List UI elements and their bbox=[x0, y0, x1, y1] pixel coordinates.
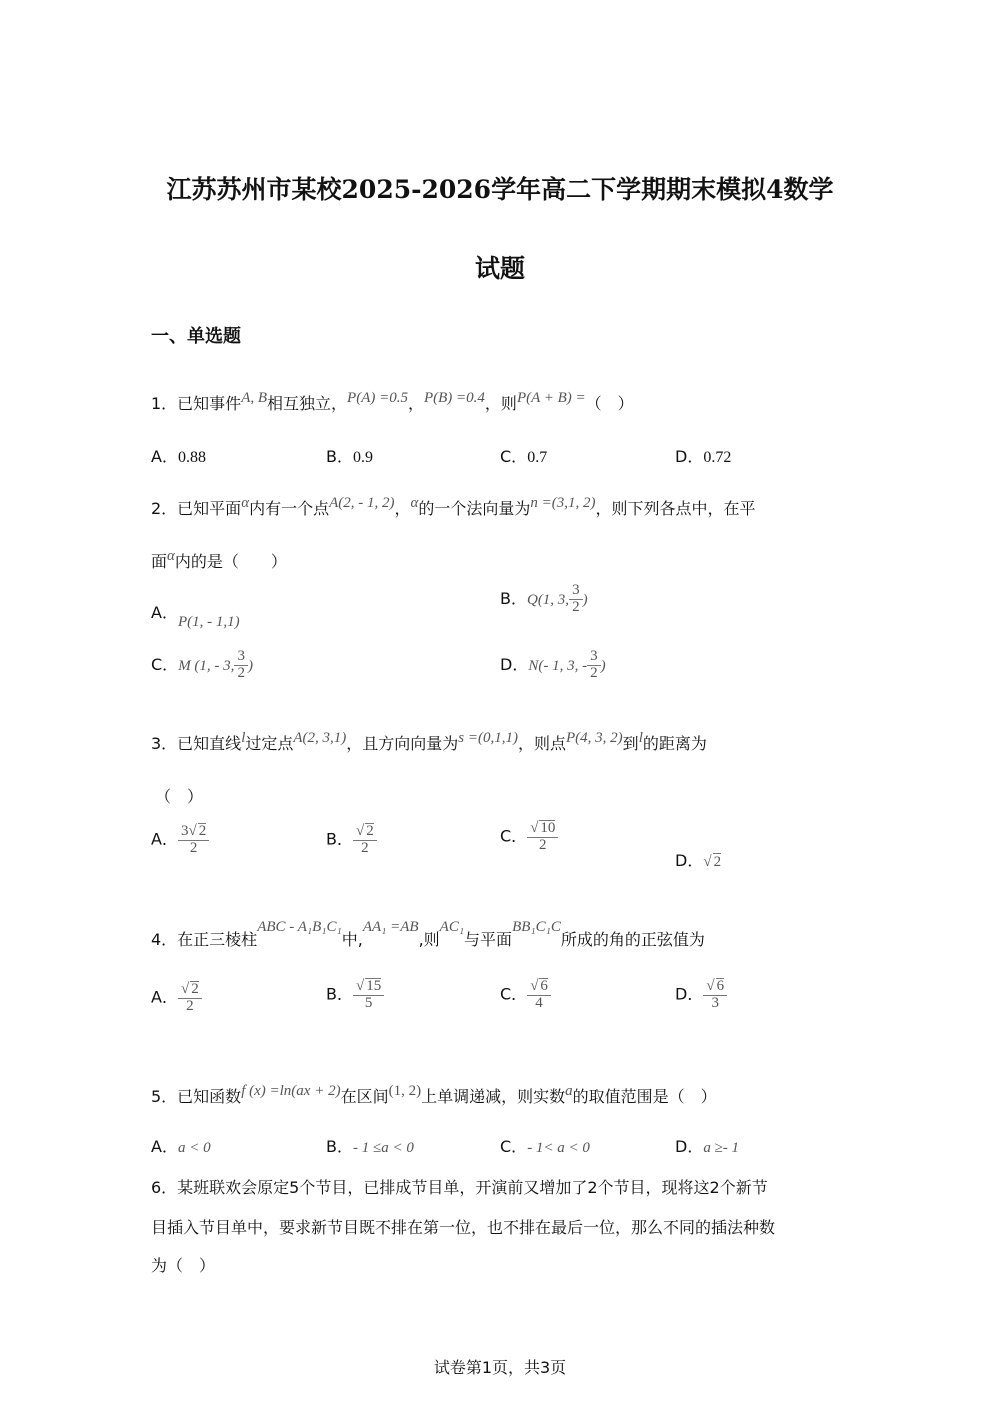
page-title-line2: 试题 bbox=[474, 254, 525, 283]
fraction bbox=[234, 649, 248, 682]
denominator: 3 bbox=[711, 994, 719, 1011]
q3-text: 过定点 bbox=[245, 734, 294, 753]
option-label: A． bbox=[151, 603, 178, 622]
q5-option-b[interactable] bbox=[326, 1134, 414, 1157]
option-label: D． bbox=[675, 851, 704, 870]
q3-math-point-a: A(2, 3,1) bbox=[293, 730, 347, 746]
option-label: D． bbox=[500, 654, 529, 674]
option-label: B． bbox=[326, 984, 353, 1004]
option-label: B． bbox=[326, 1137, 353, 1156]
q4-math-line: AC₁ bbox=[439, 919, 465, 935]
q2-math-alpha: α bbox=[241, 495, 250, 511]
option-expr: ) bbox=[247, 657, 253, 674]
option-expr: M (1, - 3, bbox=[178, 657, 235, 674]
question-3-paren: （ ） bbox=[155, 787, 204, 806]
q1-text: （ ） bbox=[585, 394, 634, 413]
q2-math-alpha: α bbox=[167, 548, 175, 564]
denominator: 2 bbox=[590, 664, 598, 681]
radicand: 6 bbox=[540, 978, 548, 994]
option-value: - 1 ≤a < 0 bbox=[352, 1140, 414, 1156]
q3-text: 3．已知直线 bbox=[151, 734, 242, 753]
q3-text: ，则点 bbox=[518, 734, 567, 753]
fraction bbox=[178, 823, 209, 857]
question-2-stem bbox=[151, 496, 756, 519]
option-label: D． bbox=[675, 447, 704, 466]
denominator: 2 bbox=[189, 839, 198, 856]
q5-math-function: f (x) =ln(ax + 2) bbox=[241, 1083, 341, 1099]
option-value: 0.88 bbox=[177, 449, 206, 466]
fraction bbox=[527, 978, 551, 1012]
option-label: A． bbox=[151, 1137, 178, 1156]
q5-text: 的取值范围是（ ） bbox=[572, 1087, 717, 1106]
fraction bbox=[353, 978, 384, 1012]
denominator: 2 bbox=[237, 664, 245, 681]
q2-math-point: A(2, - 1, 2) bbox=[329, 495, 395, 511]
q1-option-c[interactable] bbox=[500, 444, 547, 467]
option-expr: ) bbox=[600, 657, 606, 674]
option-label: C． bbox=[500, 447, 528, 466]
numerator: 3√ 2 bbox=[178, 823, 209, 841]
q3-option-c[interactable] bbox=[500, 820, 558, 854]
question-6-line2: 目插入节目单中，要求新节目既不排在第一位，也不排在最后一位，那么不同的插法种数 bbox=[151, 1218, 776, 1237]
q1-math-events: A, B bbox=[241, 390, 268, 406]
q1-text: ，则 bbox=[484, 394, 517, 413]
q1-option-d[interactable] bbox=[675, 444, 731, 467]
fraction bbox=[178, 981, 202, 1015]
option-value: - 1< a < 0 bbox=[527, 1140, 590, 1156]
q3-math-point-p: P(4, 3, 2) bbox=[566, 730, 623, 746]
radicand: 6 bbox=[716, 978, 725, 994]
q5-option-d[interactable] bbox=[675, 1134, 739, 1157]
option-value: a < 0 bbox=[177, 1140, 211, 1156]
q1-math-pab: P(A + B) = bbox=[516, 390, 586, 406]
numerator: √ 6 bbox=[703, 978, 727, 996]
question-5-stem bbox=[151, 1084, 717, 1107]
q2-text: 内有一个点 bbox=[249, 499, 330, 518]
denominator: 4 bbox=[535, 994, 543, 1011]
section-heading: 一、单选题 bbox=[151, 326, 241, 347]
q1-text: 1．已知事件 bbox=[151, 394, 242, 413]
option-label: C． bbox=[500, 1137, 528, 1156]
fraction bbox=[527, 820, 558, 854]
q2-math-normal: n =(3,1, 2) bbox=[530, 495, 596, 511]
option-value: 0.72 bbox=[703, 449, 732, 466]
q1-option-a[interactable] bbox=[151, 444, 206, 467]
fraction bbox=[569, 583, 583, 616]
page-footer: 试卷第1页，共3页 bbox=[433, 1358, 567, 1377]
option-label: B． bbox=[500, 588, 527, 608]
option-label: D． bbox=[675, 984, 704, 1004]
question-3-stem bbox=[151, 731, 707, 754]
numerator: √ 10 bbox=[527, 820, 558, 838]
q3-option-b[interactable] bbox=[326, 823, 377, 857]
option-label: A． bbox=[151, 829, 178, 849]
numerator: 3 bbox=[569, 583, 583, 600]
denominator: 5 bbox=[364, 994, 373, 1011]
numerator: 3 bbox=[234, 649, 248, 666]
q5-text: 上单调递减，则实数 bbox=[421, 1087, 566, 1106]
q4-text: 与平面 bbox=[464, 930, 513, 949]
denominator: 2 bbox=[572, 598, 580, 615]
option-value: 0.7 bbox=[527, 449, 548, 466]
q5-math-interval: (1, 2) bbox=[388, 1083, 422, 1099]
q1-math-pb: P(B) =0.4 bbox=[423, 390, 485, 406]
numerator: √ 15 bbox=[353, 978, 384, 996]
option-expr: Q(1, 3, bbox=[526, 591, 570, 608]
q2-option-c[interactable] bbox=[151, 649, 253, 682]
option-label: A． bbox=[151, 987, 178, 1007]
q4-math-equal: AA₁ =AB bbox=[362, 919, 419, 935]
q2-text: 内的是（ ） bbox=[174, 552, 287, 571]
q2-text: 的一个法向量为 bbox=[418, 499, 531, 518]
question-6-line1: 6．某班联欢会原定5个节目，已排成节目单，开演前又增加了2个节目，现将这2个新节 bbox=[151, 1178, 768, 1197]
q3-text: 的距离为 bbox=[642, 734, 707, 753]
q5-option-c[interactable] bbox=[500, 1134, 590, 1157]
radicand: 2 bbox=[198, 823, 207, 839]
numerator: √ 2 bbox=[353, 823, 377, 841]
q2-option-d[interactable] bbox=[500, 649, 606, 682]
option-expr: P(1, - 1,1) bbox=[177, 614, 240, 630]
denominator: 2 bbox=[361, 839, 369, 856]
option-value: a ≥- 1 bbox=[703, 1140, 740, 1156]
fraction bbox=[587, 649, 601, 682]
question-1-stem bbox=[151, 391, 634, 414]
q1-option-b[interactable] bbox=[326, 444, 373, 467]
q4-option-a[interactable] bbox=[151, 981, 202, 1015]
radicand: 2 bbox=[713, 854, 722, 870]
q4-option-d[interactable] bbox=[675, 978, 727, 1012]
q2-text: 面 bbox=[151, 552, 168, 571]
q4-option-c[interactable] bbox=[500, 978, 551, 1012]
q4-option-b[interactable] bbox=[326, 978, 384, 1012]
q5-option-a[interactable] bbox=[151, 1134, 211, 1157]
fraction bbox=[353, 823, 377, 857]
denominator: 2 bbox=[539, 836, 547, 853]
sqrt: √ 2 bbox=[703, 854, 722, 870]
q1-text: 相互独立， bbox=[267, 394, 348, 413]
fraction bbox=[703, 978, 727, 1012]
q1-math-pa: P(A) =0.5 bbox=[347, 390, 408, 406]
q1-text: ， bbox=[407, 394, 424, 413]
q2-text: 2．已知平面 bbox=[151, 499, 242, 518]
numerator: √ 2 bbox=[178, 981, 202, 999]
q5-text: 在区间 bbox=[340, 1087, 389, 1106]
q3-math-line: l bbox=[241, 730, 246, 746]
option-value: 0.9 bbox=[352, 449, 373, 466]
q4-math-plane: BB₁C₁C bbox=[512, 919, 561, 935]
denominator: 2 bbox=[186, 997, 194, 1014]
q2-math-alpha: α bbox=[410, 495, 419, 511]
q3-math-line: l bbox=[638, 730, 643, 746]
q4-text: 所成的角的正弦值为 bbox=[560, 930, 705, 949]
option-label: B． bbox=[326, 447, 353, 466]
q3-text: 到 bbox=[622, 734, 639, 753]
q3-math-direction: s =(0,1,1) bbox=[458, 730, 518, 746]
q3-option-d[interactable] bbox=[675, 848, 721, 871]
radicand: 2 bbox=[191, 981, 199, 997]
option-label: C． bbox=[500, 984, 528, 1004]
q4-text: 4．在正三棱柱 bbox=[151, 930, 258, 949]
question-4-stem bbox=[151, 919, 705, 950]
q2-option-a[interactable] bbox=[151, 600, 240, 630]
option-expr: ) bbox=[582, 591, 588, 608]
radicand: 10 bbox=[540, 820, 556, 836]
option-label: D． bbox=[675, 1137, 704, 1156]
q2-option-b[interactable] bbox=[500, 583, 588, 616]
option-expr: N(- 1, 3, - bbox=[528, 657, 588, 674]
q4-math-prism: ABC - A₁B₁C₁ bbox=[257, 919, 342, 935]
option-label: B． bbox=[326, 829, 353, 849]
numerator: 3 bbox=[587, 649, 601, 666]
radicand: 2 bbox=[366, 823, 374, 839]
option-label: A． bbox=[151, 447, 178, 466]
q4-text: ,则 bbox=[418, 930, 440, 949]
q5-math-a: a bbox=[565, 1083, 573, 1099]
q2-text: ，则下列各点中，在平 bbox=[595, 499, 756, 518]
option-label: C． bbox=[151, 654, 179, 674]
question-6-line3: 为（ ） bbox=[151, 1256, 216, 1275]
question-2-stem-cont bbox=[151, 549, 287, 572]
q4-text: 中, bbox=[341, 930, 363, 949]
option-label: C． bbox=[500, 826, 528, 846]
q5-text: 5．已知函数 bbox=[151, 1087, 242, 1106]
q2-text: ， bbox=[394, 499, 411, 518]
radicand: 15 bbox=[366, 978, 382, 994]
coefficient: 3 bbox=[180, 823, 189, 839]
q3-text: ，且方向向量为 bbox=[346, 734, 459, 753]
page-title: 江苏苏州市某校2025-2026学年高二下学期期末模拟4数学 bbox=[166, 175, 834, 204]
q3-option-a[interactable] bbox=[151, 823, 209, 857]
numerator: √ 6 bbox=[527, 978, 551, 996]
